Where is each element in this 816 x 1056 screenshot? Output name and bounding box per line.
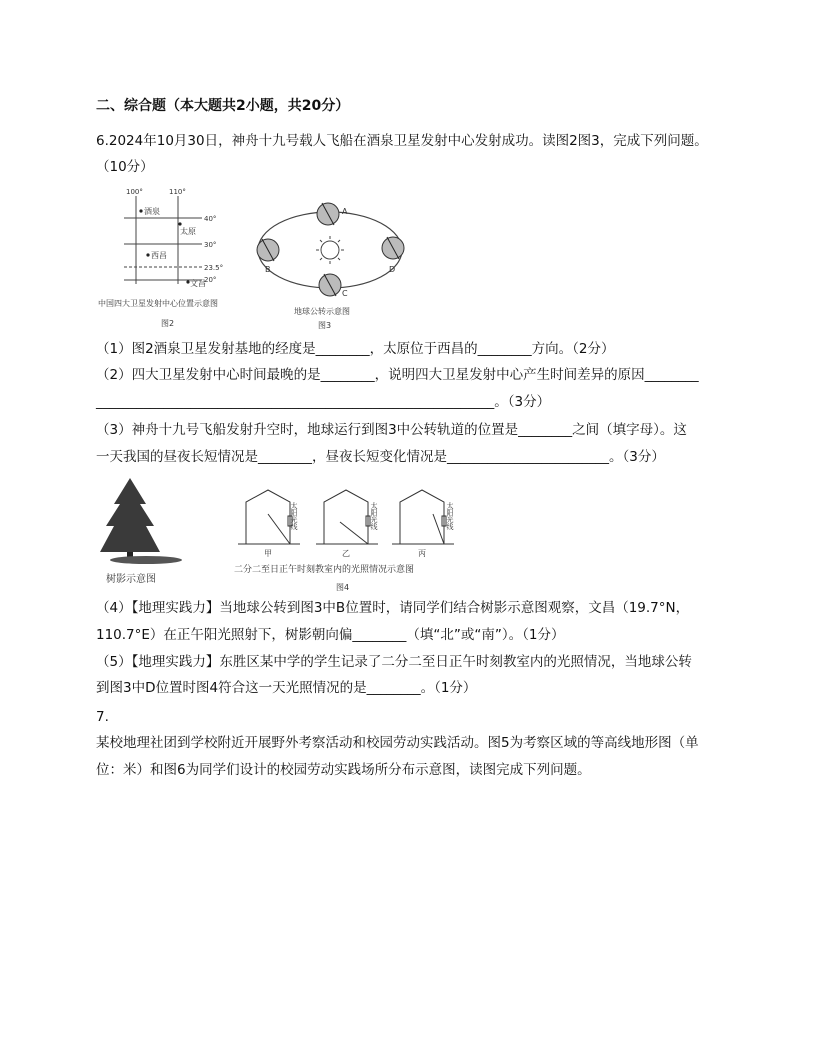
lat-label-20: 20° bbox=[204, 276, 217, 284]
q7-stem-line2: 位：米）和图6为同学们设计的校园劳动实践场所分布示意图，读图完成下列问题。 bbox=[96, 762, 591, 778]
figure-4-caption: 二分二至日正午时刻教室内的光照情况示意图 bbox=[234, 565, 415, 575]
q6-stem-line2: （10分） bbox=[96, 159, 154, 175]
figure-4-label-bing: 丙 bbox=[418, 549, 426, 558]
figure-2-number: 图2 bbox=[161, 319, 175, 328]
orbit-point-b: B bbox=[265, 265, 271, 274]
place-wenchang: 文昌 bbox=[190, 279, 206, 288]
section-title: 二、综合题（本大题共2小题，共20分） bbox=[96, 98, 350, 114]
orbit-point-d: D bbox=[389, 265, 396, 274]
lat-label-40: 40° bbox=[204, 215, 217, 223]
q7-number: 7. bbox=[96, 709, 109, 725]
tree-caption: 树影示意图 bbox=[106, 574, 156, 585]
orbit-point-c: C bbox=[342, 289, 348, 298]
q6-stem-line1: 6.2024年10月30日，神舟十九号载人飞船在酒泉卫星发射中心发射成功。读图2图3，完成下列问题。 bbox=[96, 133, 708, 149]
orbit-point-a: A bbox=[342, 207, 348, 216]
q7-stem-line1: 某校地理社团到学校附近开展野外考察活动和校园劳动实践活动。图5为考察区域的等高线地形图（单 bbox=[96, 735, 699, 751]
tree-shadow-figure bbox=[96, 474, 196, 588]
q6-sub2-line2: ___________________________________________________________。（3分） bbox=[96, 394, 551, 410]
sun-label-1: 太阳光线 bbox=[290, 502, 298, 530]
figure-2-map bbox=[96, 184, 256, 334]
lon-label-100: 100° bbox=[126, 188, 143, 196]
place-taiyuan: 太原 bbox=[180, 227, 196, 236]
lon-label-110: 110° bbox=[169, 188, 186, 196]
q6-sub2-line1: （2）四大卫星发射中心时间最晚的是________，说明四大卫星发射中心产生时间差异的原因________ bbox=[96, 367, 699, 383]
q6-sub5-line1: （5）【地理实践力】东胜区某中学的学生记录了二分二至日正午时刻教室内的光照情况，当地球公转 bbox=[96, 654, 692, 670]
figure-2-caption: 中国四大卫星发射中心位置示意图 bbox=[98, 299, 218, 308]
figure-3-caption: 地球公转示意图 bbox=[294, 307, 350, 316]
figure-4-number: 图4 bbox=[336, 583, 350, 592]
figure-3-number: 图3 bbox=[318, 321, 332, 330]
figure-4-label-jia: 甲 bbox=[264, 549, 272, 558]
q6-sub4-line1: （4）【地理实践力】当地球公转到图3中B位置时，请同学们结合树影示意图观察，文昌（19.7°N， bbox=[96, 600, 690, 616]
lat-label-30: 30° bbox=[204, 241, 217, 249]
figure-4-classroom bbox=[228, 484, 480, 596]
q6-sub5-line2: 到图3中D位置时图4符合这一天光照情况的是________。（1分） bbox=[96, 680, 477, 696]
lat-label-23-5: 23.5° bbox=[204, 264, 224, 272]
figure-3-orbit bbox=[248, 192, 420, 334]
place-xichang: 西昌 bbox=[151, 251, 167, 260]
figure-4-label-yi: 乙 bbox=[342, 549, 350, 558]
q6-sub3-line2: 一天我国的昼夜长短情况是________，昼夜长短变化情况是________________________。（3分） bbox=[96, 449, 665, 465]
sun-label-3: 太阳光线 bbox=[446, 502, 454, 530]
q6-sub1: （1）图2酒泉卫星发射基地的经度是________，太原位于西昌的________方向。（2分） bbox=[96, 341, 615, 357]
sun-label-2: 太阳光线 bbox=[370, 502, 378, 530]
place-jiuquan: 酒泉 bbox=[144, 207, 160, 216]
q6-sub4-line2: 110.7°E）在正午阳光照射下，树影朝向偏________（填“北”或“南”）。（1分） bbox=[96, 627, 565, 643]
q6-sub3-line1: （3）神舟十九号飞船发射升空时，地球运行到图3中公转轨道的位置是________之间（填字母）。这 bbox=[96, 422, 687, 438]
